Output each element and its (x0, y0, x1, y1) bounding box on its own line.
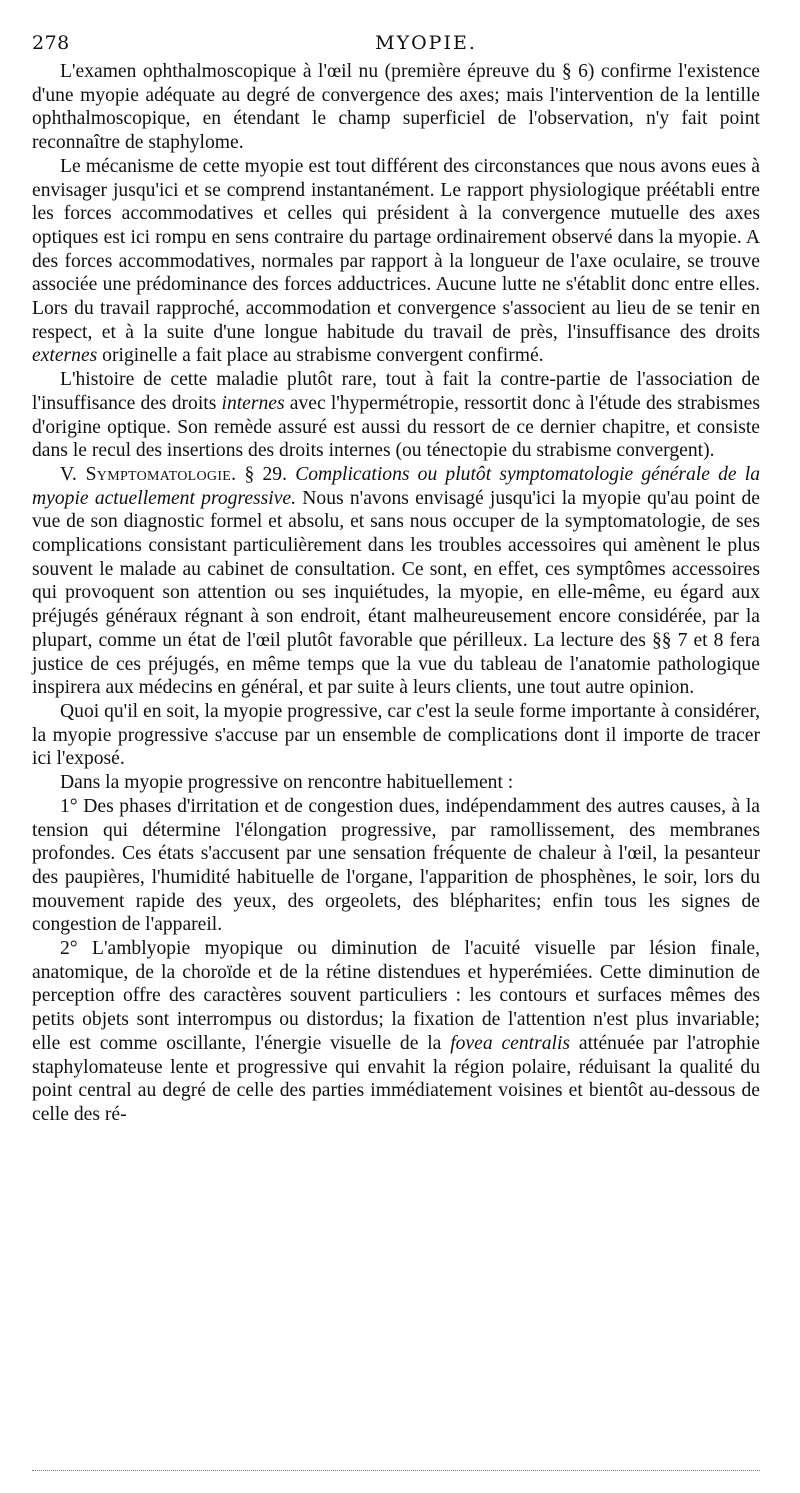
paragraph-6: Dans la myopie progressive on rencontre habituellement : (60, 772, 514, 794)
paragraph-2 (32, 155, 760, 368)
section-number: § 29. (236, 463, 296, 485)
paragraph-3-text: L'histoire de cette maladie plutôt rare, tout à fait la contre-partie de l'association de l'insuffisance des droits (32, 369, 760, 414)
paragraph-1: L'examen ophthalmoscopique à l'œil nu (première épreuve du § 6) confirme l'existence d'une myopie adéquate au degré de convergence des axes; mais l'intervention de la lentille ophthalmoscopique, en étendant le champ superficiel de l'observation, n'y fait point reconnaître de staphylome. (32, 61, 760, 154)
running-title: MYOPIE. (375, 32, 477, 54)
paragraph-7: 1° Des phases d'irritation et de congestion dues, indépendamment des autres causes, à la tension qui détermine l'élongation progressive, par ramollissement, des membranes profondes. Ces états s'accusent par une sensation fréquente de chaleur à l'œil, la pesanteur des paupières, l'humidité habituelle de l'organe, l'apparition de phosphènes, le soir, lors du mouvement rapide des yeux, des orgeolets, des blépharites; enfin tous les signes de congestion de l'appareil. (32, 795, 760, 936)
paragraph-2-text: Le mécanisme de cette myopie est tout différent des circonstances que nous avons eues à envisager jusqu'ici et se comprend instantanément. Le rapport physiologique préétabli entre les forces accommodatives et celles qui président à la convergence mutuelle des axes optiques est ici rompu en sens contraire du partage ordinairement observé dans la myopie. A des forces accommodatives, normales par rapport à la longueur de l'axe oculaire, se trouve associée une prédominance des forces adductrices. Aucune lutte ne s'établit donc entre elles. Lors du travail rapproché, accommodation et convergence s'associent au lieu de se tenir en respect, et à la suite d'une longue habitude du travail de près, l'insuffisance des droits (32, 155, 760, 343)
paragraph-8-end: atténuée par l'atrophie staphylomateuse lente et progressive qui envahit la région polaire, réduisant la qualité du point central au degré de celle des parties immédiatement voisines et bientôt au-dessous de celle des ré- (32, 1032, 760, 1125)
section-heading: V. Symptomatologie. (60, 463, 237, 485)
paragraph-8-italic: fovea centralis (450, 1032, 571, 1054)
paragraph-5: Quoi qu'il en soit, la myopie progressive, car c'est la seule forme importante à considérer, la myopie progressive s'accuse par un ensemble de complications dont il importe de tracer ici l'exposé. (32, 700, 760, 770)
paragraph-2-italic: externes (32, 345, 98, 367)
body-text (32, 60, 760, 1127)
section-title: Complications ou plutôt symptomatologie générale de la myopie actuellement progressive. (32, 463, 761, 509)
paragraph-3 (32, 368, 760, 463)
paragraph-3-end: avec l'hypermétropie, ressortit donc à l'étude des strabismes d'origine optique. Son remède assuré est aussi du ressort de ce dernier chapitre, et consiste dans le recul des insertions des droits internes (ou ténectopie du strabisme convergent). (32, 392, 760, 462)
paragraph-4 (32, 463, 760, 700)
running-head (32, 26, 760, 60)
paragraph-8 (32, 937, 760, 1127)
paragraph-3-italic: internes (221, 392, 285, 414)
paragraph-4-text: Nous n'avons envisagé jusqu'ici la myopie qu'au point de vue de son diagnostic formel et absolu, et sans nous occuper de la symptomatologie, de ses complications consistant particulièrement dans les troubles accessoires qui amènent le plus souvent le malade au cabinet de consultation. Ce sont, en effet, ces symptômes accessoires qui provoquent son attention ou ses inquiétudes, la myopie, en elle-même, eu égard aux préjugés généraux régnant à son endroit, étant malheureusement encore considérée, par la plupart, comme un état de l'œil plutôt favorable que périlleux. La lecture des §§ 7 et 8 fera justice de ces préjugés, en même temps que la vue du tableau de l'anatomie pathologique inspirera aux médecins en général, et par suite à leurs clients, une tout autre opinion. (32, 487, 760, 699)
paragraph-8-text: 2° L'amblyopie myopique ou diminution de l'acuité visuelle par lésion finale, anatomique, de la choroïde et de la rétine distendues et hyperémiées. Cette diminution de perception offre des caractères souvent particuliers : les contours et surfaces mêmes des petits objets sont interrompus ou distordus; la fixation de l'attention n'est plus invariable; elle est comme oscillante, l'énergie visuelle de la (32, 938, 760, 1054)
page-number: 278 (32, 32, 70, 54)
footer-dotted-rule (32, 1470, 760, 1471)
paragraph-2-end: originelle a fait place au strabisme convergent confirmé. (97, 345, 544, 367)
